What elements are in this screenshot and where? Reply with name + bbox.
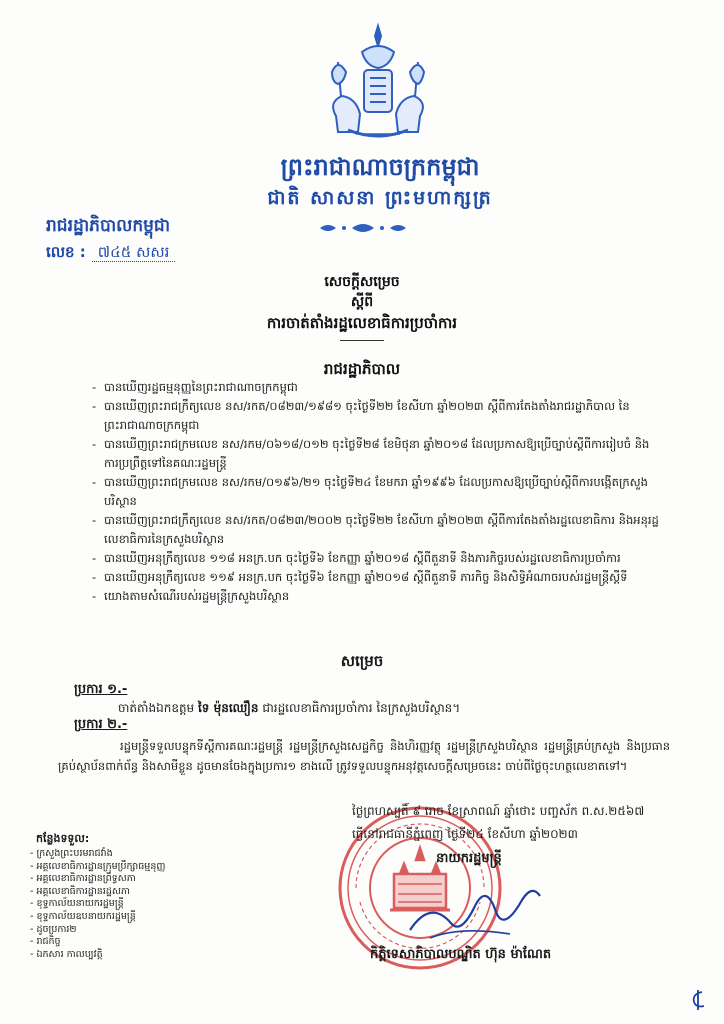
clause-item: - បានឃើញព្រះរាជក្រមលេខ នស/រកម/០៦១៨/០១២ ចុះថ្ងៃទី២៨ ខែមិថុនា ឆ្នាំ២០១៨ ដែលប្រកាសឱ្យប្រើច្បាប់ស្តីពីការរៀបចំ និងការប្រព្រឹត្តទៅនៃគណៈរដ្ឋមន្ត្រី: [92, 437, 650, 470]
recipients-heading: កន្លែងទទួល:: [36, 832, 90, 845]
clause-item: - បានឃើញព្រះរាជក្រឹត្យលេខ នស/រកត/០៨២៣/១៩៨១ ចុះថ្ងៃទី២២ ខែសីហា ឆ្នាំ២០២៣ ស្តីពីការតែងតាំងរាជរដ្ឋាភិបាល នៃព្រះរាជាណាចក្រកម្ពុជា: [92, 399, 630, 432]
title-divider: [340, 340, 384, 341]
solar-date: ធ្វើនៅរាជធានីភ្នំពេញ ថ្ងៃទី២៤ ខែសីហា ឆ្នាំ២០២៣: [352, 827, 578, 841]
article-2-label: ប្រការ ២.-: [74, 717, 128, 732]
article-2-text: រដ្ឋមន្ត្រីទទួលបន្ទុកទីស្តីការគណៈរដ្ឋមន្ត្រី រដ្ឋមន្ត្រីក្រសួងសេដ្ឋកិច្ច និងហិរញ្ញវត្ថុ រដ្ឋមន្ត្រីក្រសួងបរិស្ថាន រដ្ឋមន្ត្រីគ្រប់ក្រសួង និងប្រធានគ្រប់ស្ថាប័នពាក់ព័ន្ធ និងសាមីខ្លួន ដូចមានចែងក្នុងប្រការ១ ខាងលើ ត្រូវទទួលបន្ទុកអនុវត្តសេចក្តីសម្រេចនេះ ចាប់ពីថ្ងៃចុះហត្ថលេខាតទៅ។: [58, 739, 670, 773]
recipient-item: - អគ្គលេខាធិការដ្ឋានក្រុមប្រឹក្សាធម្មនុញ្ញ: [30, 860, 166, 872]
recipient-item: - ក្រសួងព្រះបរមរាជវាំង: [30, 848, 113, 859]
recipient-item: - អគ្គលេខាធិការដ្ឋានព្រឹទ្ធសភា: [30, 873, 136, 885]
handwritten-signature-icon: [400, 860, 550, 950]
recipient-item: - អគ្គលេខាធិការដ្ឋានរដ្ឋសភា: [30, 885, 130, 897]
kingdom-heading: ព្រះរាជាណាចក្រកម្ពុជា: [280, 153, 480, 181]
document-number: [46, 243, 175, 265]
clause-item: - បានឃើញអនុក្រឹត្យលេខ ១១៩ អនក្រ.បក ចុះថ្ងៃទី៦ ខែកញ្ញា ឆ្នាំ២០១៨ ស្តីពីតួនាទី ភារកិច្ច និងសិទ្ធិអំណាចរបស់រដ្ឋមន្ត្រីស្តីទី: [92, 570, 628, 584]
appointee-name: ទៃ ម៉ុនឈឿន: [198, 701, 259, 715]
article-1-text: ចាត់តាំងឯកឧត្តម ទៃ ម៉ុនឈឿន ជារដ្ឋលេខាធិការប្រចាំការ នៃក្រសួងបរិស្ថាន។: [118, 701, 461, 715]
preamble-clauses: [92, 378, 662, 606]
article-1-label: ប្រការ ១.-: [74, 682, 128, 697]
lunar-date: ថ្ងៃព្រហស្បតិ៍ ៩ រោច ខែស្រាពណ៍ ឆ្នាំថោះ បញ្ចស័ក ព.ស.២៥៦៧: [352, 804, 645, 818]
issuer-heading: រាជរដ្ឋាភិបាល: [323, 360, 401, 378]
recipient-item: - ខុទ្ទកាល័យឧបនាយករដ្ឋមន្ត្រី: [30, 910, 136, 922]
clause-item: - បានឃើញរដ្ឋធម្មនុញ្ញនៃព្រះរាជាណាចក្រកម្ពុជា: [92, 380, 298, 394]
recipients-list: [30, 848, 165, 961]
recipient-item: - រាជកិច្ច: [30, 936, 61, 948]
recipient-item: - ឯកសារ កាលប្បវត្តិ: [30, 948, 103, 960]
ornament-icon: [318, 220, 408, 236]
recipient-item: - ដូចប្រការ២: [30, 923, 77, 935]
government-label: រាជរដ្ឋាភិបាលកម្ពុជា: [46, 216, 171, 236]
clause-item: - បានឃើញព្រះរាជក្រមលេខ នស/រកម/០១៩៦/២១ ចុះថ្ងៃទី២៤ ខែមករា ឆ្នាំ១៩៩៦ ដែលប្រកាសឱ្យប្រើច្បាប់ស្តីពីការបង្កើតក្រសួងបរិស្ថាន: [92, 475, 648, 508]
decision-subject: ការចាត់តាំងរដ្ឋលេខាធិការប្រចាំការ: [266, 314, 458, 332]
clause-item: - បានឃើញអនុក្រឹត្យលេខ ១១៨ អនក្រ.បក ចុះថ្ងៃទី៦ ខែកញ្ញា ឆ្នាំ២០១៨ ស្តីពីតួនាទី និងភារកិច្ចរបស់រដ្ឋលេខាធិការប្រចាំការ: [92, 551, 621, 565]
number-label: លេខ :: [46, 243, 86, 261]
signer-name: កិត្តិទេសាភិបាលបណ្ឌិត ហ៊ុន ម៉ាណែត: [370, 947, 552, 962]
recipient-item: - ខុទ្ទកាល័យនាយករដ្ឋមន្ត្រី: [30, 898, 124, 910]
signer-title: នាយករដ្ឋមន្ត្រី: [436, 851, 502, 866]
clause-item: - យោងតាមសំណើរបស់រដ្ឋមន្ត្រីក្រសួងបរិស្ថាន: [92, 589, 290, 603]
decision-title: សេចក្តីសម្រេច: [324, 274, 400, 290]
national-motto: ជាតិ សាសនា ព្រះមហាក្សត្រ: [267, 187, 493, 209]
decision-heading: សម្រេច: [340, 652, 384, 670]
page-initial-mark-icon: [686, 988, 710, 1012]
title-about: ស្តីពី: [350, 294, 374, 310]
clause-item: - បានឃើញព្រះរាជក្រឹត្យលេខ នស/រកត/០៨២៣/២០០២ ចុះថ្ងៃទី២២ ខែសីហា ឆ្នាំ២០២៣ ស្តីពីការតែងតាំងរដ្ឋលេខាធិការ និងអនុរដ្ឋលេខាធិការនៃក្រសួងបរិស្ថាន: [92, 513, 659, 546]
royal-emblem-icon: [318, 22, 438, 144]
number-value: ៧៤៥ សសរ: [92, 243, 176, 262]
